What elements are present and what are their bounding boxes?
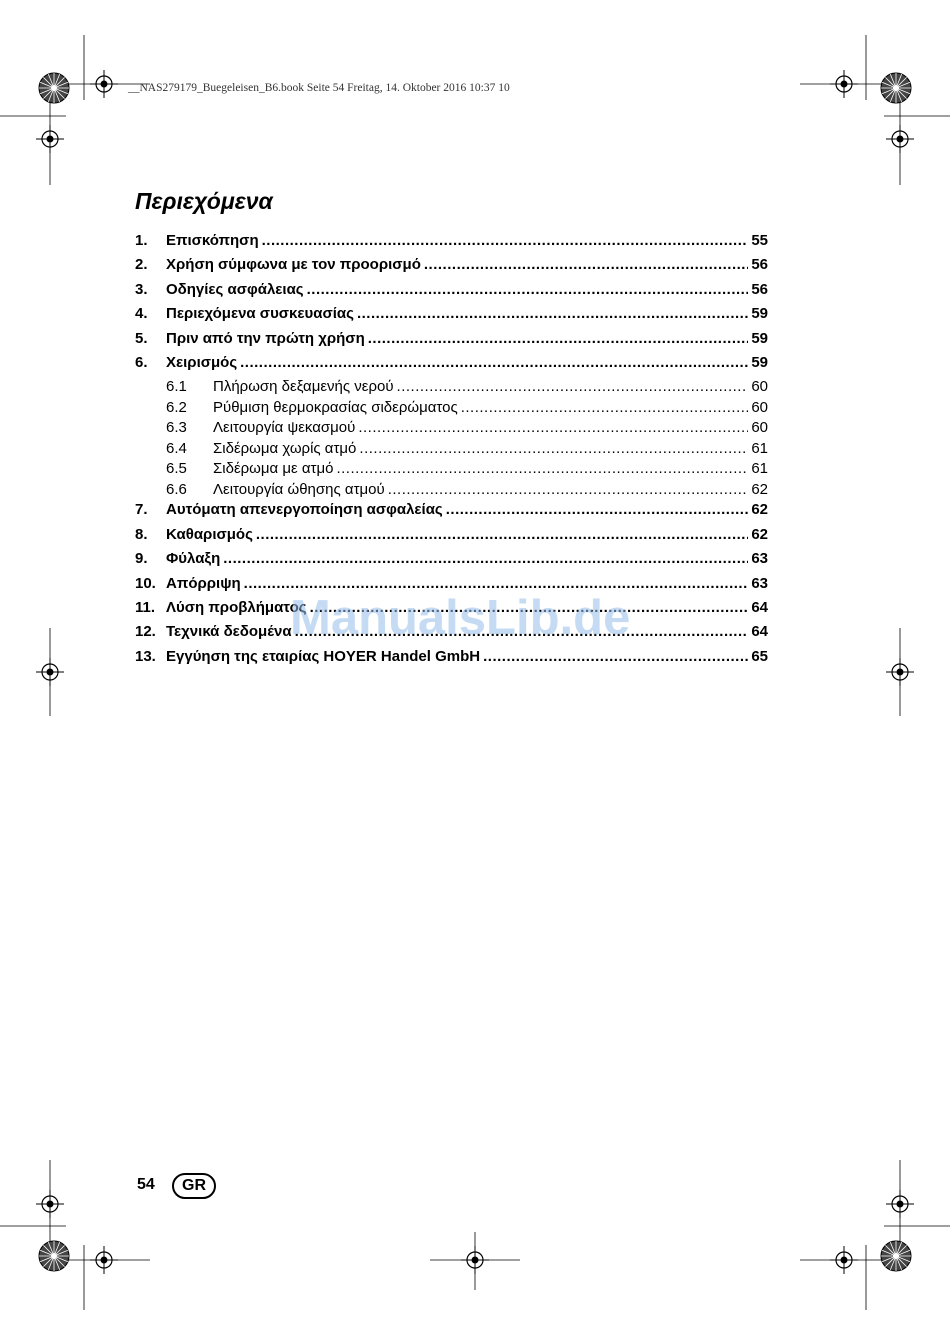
toc-entry-label: Λειτουργία ψεκασμού (213, 419, 356, 437)
toc-entry-label: Απόρριψη (166, 574, 241, 592)
toc-entry-number: 3. (135, 280, 148, 298)
toc-entry-number: 5. (135, 329, 148, 347)
toc-entry-page: 59 (751, 305, 768, 323)
toc-entry-page: 64 (751, 623, 768, 641)
toc-dot-leader (310, 599, 749, 616)
toc-entry[interactable] (135, 281, 768, 305)
toc-entry-page: 55 (751, 232, 768, 249)
toc-entry-label: Σιδέρωμα χωρίς ατμό (213, 439, 357, 457)
toc-entry[interactable] (135, 648, 768, 672)
toc-entry-label: Πριν από την πρώτη χρήση (166, 329, 365, 347)
toc-entry-label: Χειρισμός (166, 353, 238, 371)
toc-entry[interactable] (135, 305, 768, 329)
toc-entry[interactable] (135, 501, 768, 525)
print-file-info: __NAS279179_Buegeleisen_B6.book Seite 54 Freitag, 14. Oktober 2016 10:37 10 (128, 82, 510, 94)
toc-entry-number: 6.1 (166, 378, 187, 396)
toc-entry-label: Περιεχόμενα συσκευασίας (166, 305, 354, 323)
toc-dot-leader (483, 648, 748, 665)
toc-dot-leader (461, 399, 749, 416)
toc-dot-leader (357, 305, 748, 322)
toc-entry-number: 6.2 (166, 398, 187, 416)
toc-dot-leader (424, 256, 748, 273)
toc-entry[interactable] (135, 419, 768, 440)
toc-entry[interactable] (135, 378, 768, 399)
toc-entry[interactable] (135, 575, 768, 599)
toc-entry[interactable] (135, 481, 768, 502)
toc-entry[interactable] (135, 330, 768, 354)
toc-entry-label: Χρήση σύμφωνα με τον προορισμό (166, 256, 421, 274)
toc-dot-leader (295, 623, 749, 640)
toc-entry-label: Σιδέρωμα με ατμό (213, 460, 334, 478)
toc-entry-label: Εγγύηση της εταιρίας HOYER Handel GmbH (166, 647, 481, 665)
toc-entry[interactable] (135, 232, 768, 256)
toc-entry[interactable] (135, 440, 768, 461)
toc-dot-leader (446, 501, 749, 518)
toc-entry-number: 1. (135, 232, 148, 249)
toc-entry-number: 13. (135, 647, 156, 665)
toc-entry[interactable] (135, 623, 768, 647)
toc-entry[interactable] (135, 399, 768, 420)
toc-dot-leader (256, 526, 748, 543)
toc-entry-number: 4. (135, 305, 148, 323)
toc-entry-page: 61 (751, 460, 768, 478)
toc-entry-label: Αυτόματη απενεργοποίηση ασφαλείας (166, 501, 443, 519)
toc-entry-label: Καθαρισμός (166, 525, 253, 543)
toc-entry-number: 6.6 (166, 480, 187, 498)
toc-entry-page: 60 (751, 398, 768, 416)
toc-entry[interactable] (135, 354, 768, 378)
language-badge: GR (172, 1173, 216, 1199)
toc-entry-label: Τεχνικά δεδομένα (166, 623, 292, 641)
toc-entry-number: 6.5 (166, 460, 187, 478)
toc-dot-leader (358, 419, 748, 436)
table-of-contents (135, 232, 768, 672)
toc-entry-label: Λειτουργία ώθησης ατμού (213, 480, 385, 498)
toc-entry-page: 60 (751, 378, 768, 396)
page-title: Περιεχόμενα (135, 188, 273, 214)
toc-entry-page: 65 (751, 647, 768, 665)
toc-entry[interactable] (135, 599, 768, 623)
toc-entry-page: 56 (751, 256, 768, 274)
toc-entry-label: Πλήρωση δεξαμενής νερού (213, 378, 394, 396)
toc-dot-leader (397, 378, 749, 395)
toc-entry[interactable] (135, 526, 768, 550)
toc-entry-number: 6. (135, 353, 148, 371)
toc-entry-number: 2. (135, 256, 148, 274)
toc-entry-number: 12. (135, 623, 156, 641)
toc-entry-page: 63 (751, 550, 768, 568)
toc-entry-page: 62 (751, 501, 768, 519)
toc-entry-page: 59 (751, 329, 768, 347)
toc-entry-page: 59 (751, 353, 768, 371)
page-number: 54 (137, 1176, 155, 1193)
toc-entry-label: Φύλαξη (166, 550, 221, 568)
toc-dot-leader (336, 460, 748, 477)
toc-entry-page: 56 (751, 280, 768, 298)
toc-dot-leader (262, 232, 749, 249)
toc-entry-page: 64 (751, 598, 768, 616)
toc-entry-label: Ρύθμιση θερμοκρασίας σιδερώματος (213, 398, 458, 416)
toc-dot-leader (244, 575, 749, 592)
toc-entry[interactable] (135, 460, 768, 481)
toc-dot-leader (223, 550, 748, 567)
toc-entry-number: 6.4 (166, 439, 187, 457)
toc-entry-page: 63 (751, 574, 768, 592)
toc-entry-number: 6.3 (166, 419, 187, 437)
toc-dot-leader (307, 281, 749, 298)
toc-dot-leader (388, 481, 749, 498)
toc-entry-label: Επισκόπηση (166, 232, 259, 249)
watermark: ManualsLib.de (290, 591, 631, 645)
toc-entry-page: 60 (751, 419, 768, 437)
toc-entry-label: Οδηγίες ασφάλειας (166, 280, 304, 298)
toc-entry[interactable] (135, 256, 768, 280)
toc-entry-number: 7. (135, 501, 148, 519)
toc-dot-leader (368, 330, 749, 347)
toc-entry-page: 62 (751, 525, 768, 543)
toc-dot-leader (359, 440, 748, 457)
toc-entry-page: 62 (751, 480, 768, 498)
toc-entry-number: 10. (135, 574, 156, 592)
toc-entry-number: 11. (135, 598, 156, 616)
toc-entry-page: 61 (751, 439, 768, 457)
toc-entry-label: Λύση προβλήματος (166, 598, 307, 616)
toc-entry-number: 8. (135, 525, 148, 543)
toc-dot-leader (240, 354, 748, 371)
toc-entry-number: 9. (135, 550, 148, 568)
toc-entry[interactable] (135, 550, 768, 574)
